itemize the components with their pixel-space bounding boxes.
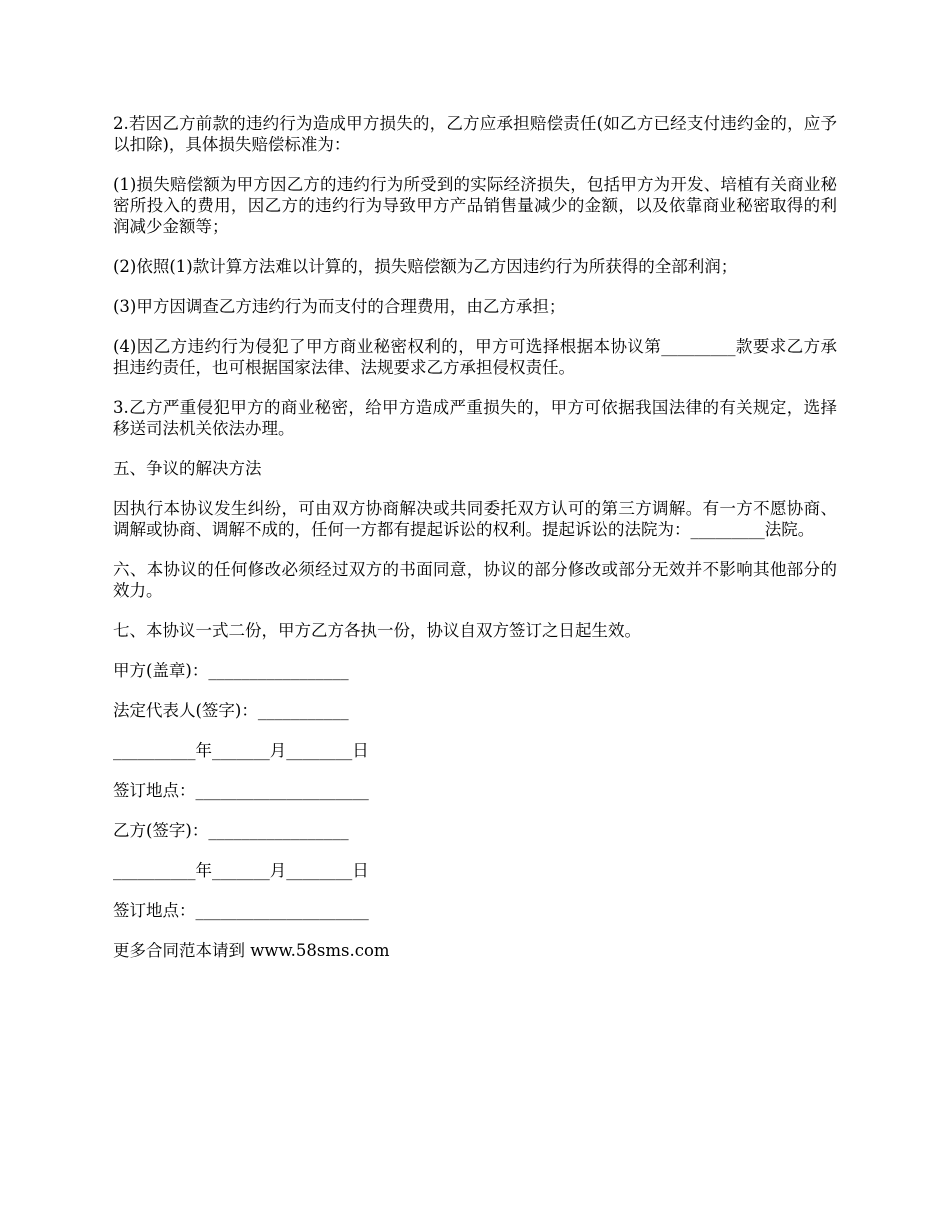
clause-compensation-intro: 2.若因乙方前款的违约行为造成甲方损失的，乙方应承担赔偿责任(如乙方已经支付违约金的，应予以扣除)，具体损失赔偿标准为：	[113, 114, 837, 154]
party-b-location-line: 签订地点：_____________________	[113, 901, 369, 920]
clause-amendment: 六、本协议的任何修改必须经过双方的书面同意，协议的部分修改或部分无效并不影响其他部分的效力。	[113, 560, 837, 600]
clause-compensation-item-2: (2)依照(1)款计算方法难以计算的，损失赔偿额为乙方因违约行为所获得的全部利润；	[113, 257, 738, 276]
document-body	[113, 113, 837, 980]
party-a-seal-line: 甲方(盖章)：_________________	[113, 661, 349, 680]
party-b-signature-line: 乙方(签字)：_________________	[113, 821, 349, 840]
legal-rep-signature-line: 法定代表人(签字)：___________	[113, 701, 349, 720]
clause-compensation-item-4: (4)因乙方违约行为侵犯了甲方商业秘密权利的，甲方可选择根据本协议第_________款要求乙方承担违约责任，也可根据国家法律、法规要求乙方承担侵权责任。	[113, 337, 837, 377]
clause-copies-effective: 七、本协议一式二份，甲方乙方各执一份，协议自双方签订之日起生效。	[113, 621, 641, 640]
clause-compensation-item-3: (3)甲方因调查乙方违约行为而支付的合理费用，由乙方承担；	[113, 297, 566, 316]
party-a-location-line: 签订地点：_____________________	[113, 781, 369, 800]
party-b-date-line: __________年_______月________日	[113, 861, 369, 880]
party-a-date-line: __________年_______月________日	[113, 741, 369, 760]
clause-dispute-resolution: 因执行本协议发生纠纷，可由双方协商解决或共同委托双方认可的第三方调解。有一方不愿协商、调解或协商、调解不成的，任何一方都有提起诉讼的权利。提起诉讼的法院为：_________法院。	[113, 499, 837, 539]
footer-more-templates: 更多合同范本请到 www.58sms.com	[113, 941, 390, 960]
clause-severe-infringement: 3.乙方严重侵犯甲方的商业秘密，给甲方造成严重损失的，甲方可依据我国法律的有关规定，选择移送司法机关依法办理。	[113, 398, 837, 438]
clause-compensation-item-1: (1)损失赔偿额为甲方因乙方的违约行为所受到的实际经济损失，包括甲方为开发、培植有关商业秘密所投入的费用，因乙方的违约行为导致甲方产品销售量减少的金额，以及依靠商业秘密取得的利润减少金额等；	[113, 175, 837, 236]
section-heading-dispute: 五、争议的解决方法	[113, 459, 262, 478]
